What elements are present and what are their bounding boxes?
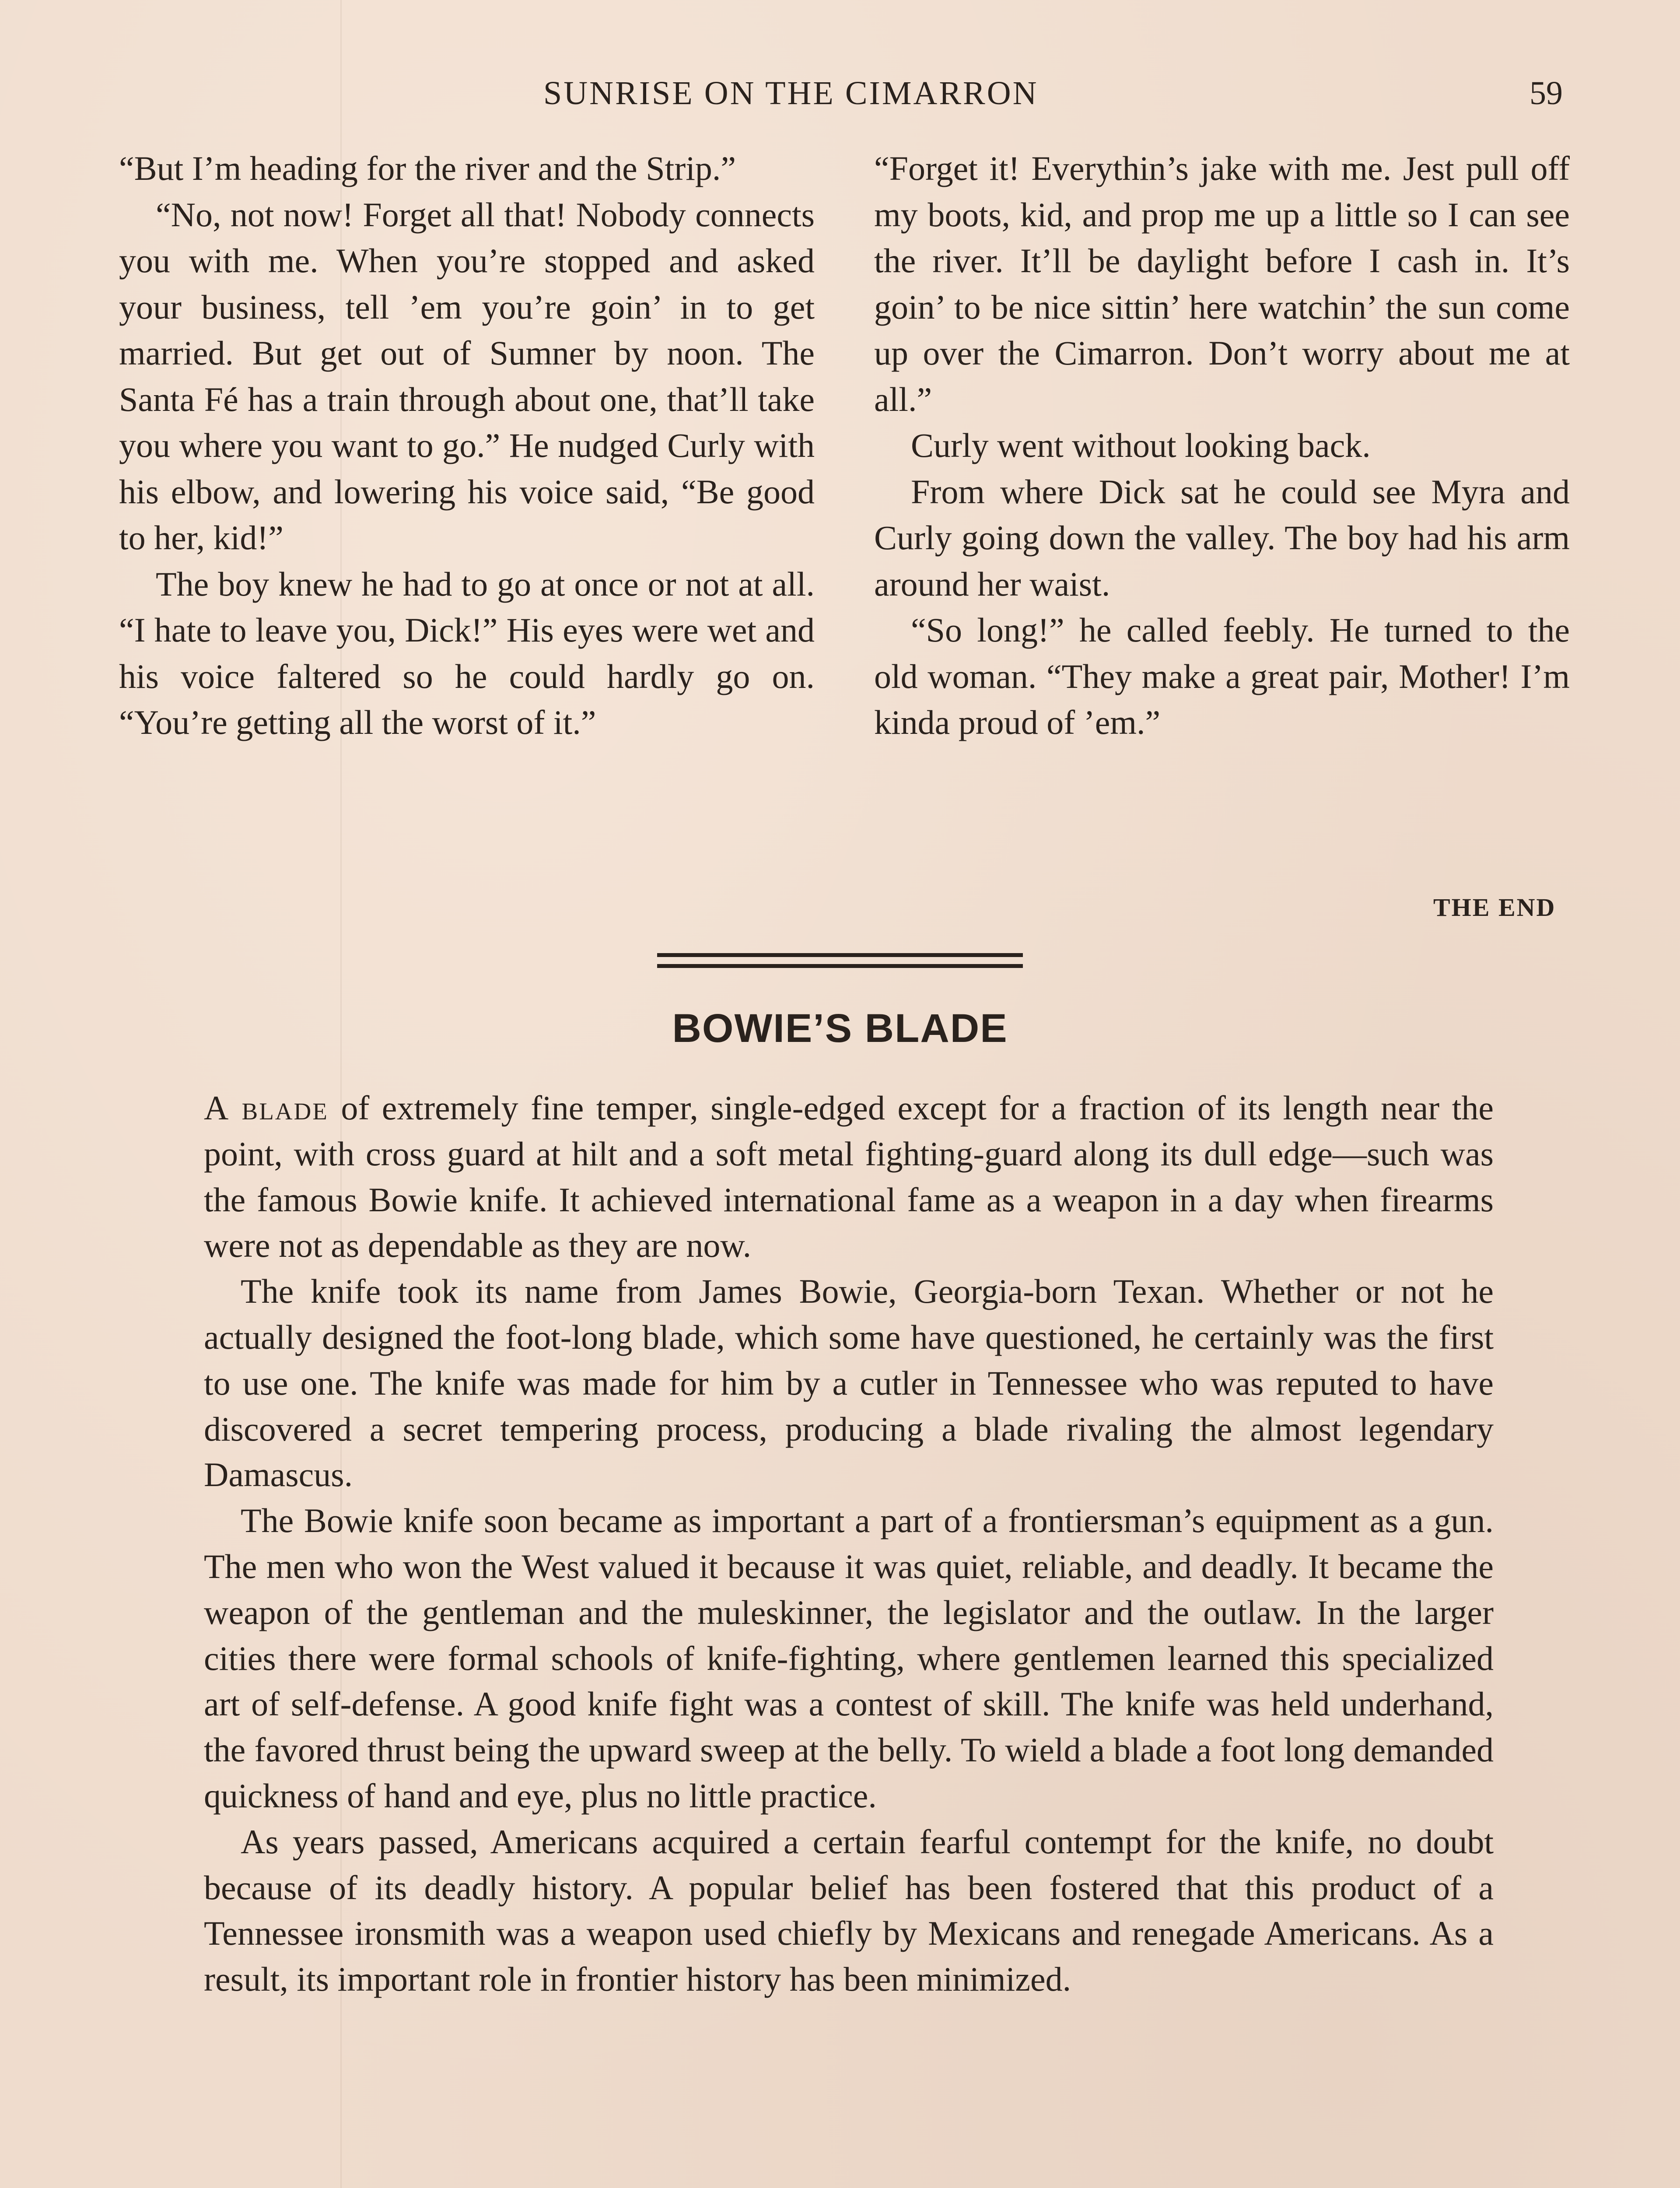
story-paragraph: “So long!” he called feebly. He turned to the old woman. “They make a great pair, Mother! I’m kinda proud of ’em.” xyxy=(874,611,1570,741)
article-title: BOWIE’S BLADE xyxy=(672,1006,1008,1051)
article-lead-word: A blade xyxy=(204,1089,329,1127)
story-paragraph: The boy knew he had to go at once or not at all. “I hate to leave you, Dick!” His eyes were wet and his voice faltered so he could hardly go on. “You’re getting all the worst of it.” xyxy=(119,565,815,741)
story-left-column xyxy=(119,145,815,746)
article-paragraph xyxy=(204,1085,1494,1269)
story-paragraph: “But I’m heading for the river and the Strip.” xyxy=(119,149,736,187)
the-end-mark: THE END xyxy=(1433,893,1556,922)
section-divider-rule xyxy=(657,953,1023,957)
story-paragraph: “Forget it! Everythin’s jake with me. Jest pull off my boots, kid, and prop me up a little so I can see the river. It’ll be daylight before I cash in. It’s goin’ to be nice sittin’ here watchin’ the sun come up over the Cimarron. Don’t worry about me at all.” xyxy=(874,149,1570,418)
article-paragraph-text: of extremely fine temper, single-edged except for a fraction of its length near the point, with cross guard at hilt and a soft metal fighting-guard along its dull edge—such was the famous Bowie knife. It achieved international fame as a weapon in a day when firearms were not as dependable as they are now. xyxy=(204,1089,1494,1265)
story-paragraph: From where Dick sat he could see Myra and Curly going down the valley. The boy had his arm around her waist. xyxy=(874,472,1570,603)
section-divider-rule xyxy=(657,964,1023,968)
article-paragraph: As years passed, Americans acquired a certain fearful contempt for the knife, no doubt because of its deadly history. A popular belief has been fostered that this product of a Tennessee ironsmith was a weapon used chiefly by Mexicans and renegade Americans. As a result, its important role in frontier history has been minimized. xyxy=(204,1822,1494,1999)
article-paragraph: The knife took its name from James Bowie, Georgia-born Texan. Whether or not he actually designed the foot-long blade, which some have questioned, he certainly was the first to use one. The knife was made for him by a cutler in Tennessee who was reputed to have discovered a secret tempering process, producing a blade rivaling the almost legendary Damascus. xyxy=(204,1272,1494,1494)
story-right-column xyxy=(874,145,1570,746)
article-body xyxy=(204,1085,1494,2002)
running-title: SUNRISE ON THE CIMARRON xyxy=(543,75,1039,112)
article-paragraph: The Bowie knife soon became as important a part of a frontiersman’s equipment as a gun. The men who won the West valued it because it was quiet, reliable, and deadly. It became the weapon of the gentleman and the muleskinner, the legislator and the outlaw. In the larger cities there were formal schools of knife-fighting, where gentlemen learned this specialized art of self-defense. A good knife fight was a contest of skill. The knife was held underhand, the favored thrust being the upward sweep at the belly. To wield a blade a foot long demanded quickness of hand and eye, plus no little practice. xyxy=(204,1501,1494,1815)
story-paragraph: Curly went without looking back. xyxy=(911,426,1371,464)
page-number: 59 xyxy=(1530,75,1563,112)
story-paragraph: “No, not now! Forget all that! Nobody connects you with me. When you’re stopped and asked your business, tell ’em you’re goin’ in to get married. But get out of Sumner by noon. The Santa Fé has a train through about one, that’ll take you where you want to go.” He nudged Curly with his elbow, and lowering his voice said, “Be good to her, kid!” xyxy=(119,195,815,557)
